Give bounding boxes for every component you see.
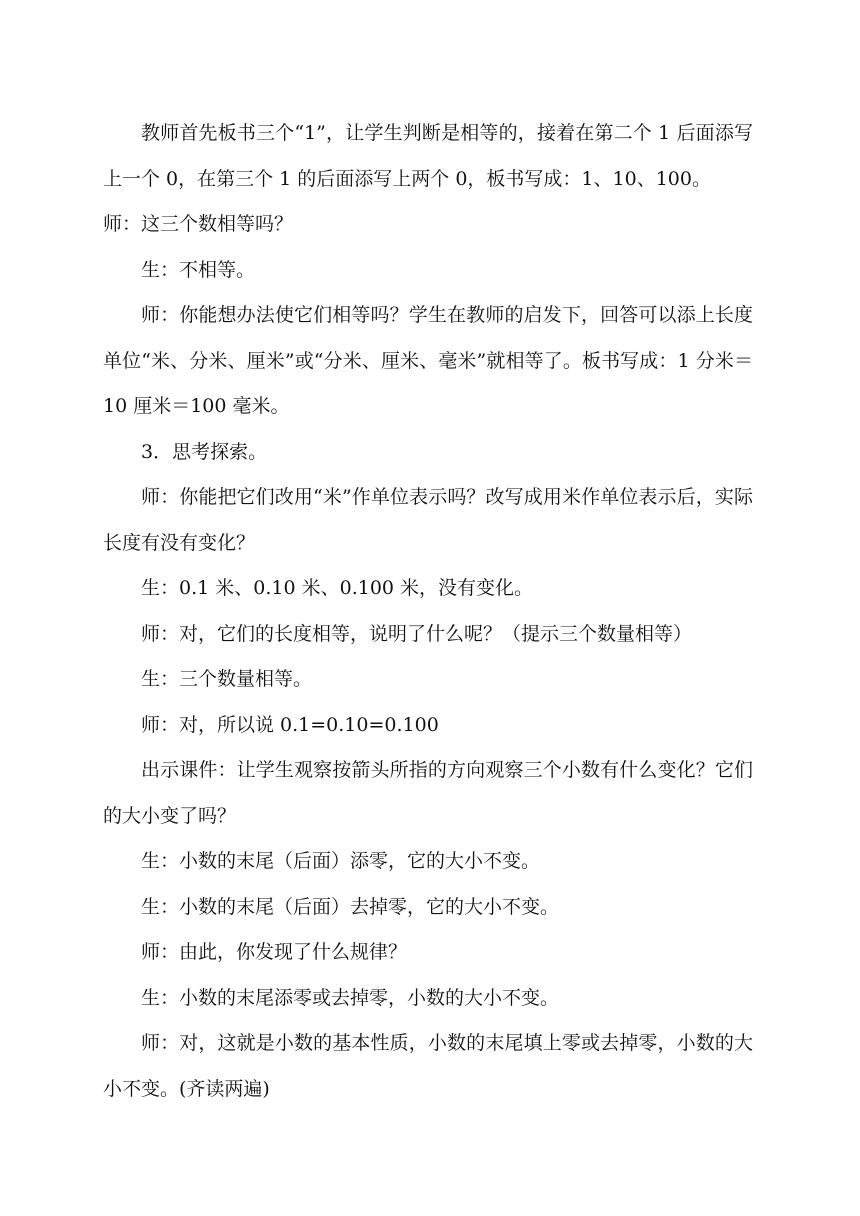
paragraph-intro: 教师首先板书三个“1”，让学生判断是相等的，接着在第二个 1 后面添写上一个 0，在第三个 1 的后面添写上两个 0，板书写成：1、10、100。 — [103, 122, 753, 190]
paragraph-student-equal: 生：三个数量相等。 — [141, 668, 313, 690]
paragraph-student-remove-zero: 生：小数的末尾（后面）去掉零，它的大小不变。 — [141, 895, 560, 918]
paragraph-student-rule: 生：小数的末尾添零或去掉零，小数的大小不变。 — [141, 986, 560, 1009]
paragraph-teacher-question: 师：这三个数相等吗？ — [103, 213, 294, 235]
paragraph-teacher-equal-length: 师：对，它们的长度相等，说明了什么呢？（提示三个数量相等） — [141, 622, 693, 645]
paragraph-section-heading: 3．思考探索。 — [141, 440, 268, 463]
paragraph-student-add-zero: 生：小数的末尾（后面）添零，它的大小不变。 — [141, 850, 541, 872]
paragraph-teacher-meters: 师：你能把它们改用“米”作单位表示吗？改写成用米作单位表示后，实际长度有没有变化？ — [103, 486, 753, 554]
paragraph-student-answer: 生：不相等。 — [141, 258, 256, 281]
paragraph-teacher-units: 师：你能想办法使它们相等吗？学生在教师的启发下，回答可以添上长度单位“米、分米、厘米”或“分米、厘米、毫米”就相等了。板书写成：1 分米＝10 厘米＝100 毫米。 — [103, 304, 753, 417]
paragraph-teacher-equation: 师：对，所以说 0.1=0.10=0.100 — [141, 713, 439, 736]
paragraph-courseware: 出示课件：让学生观察按箭头所指的方向观察三个小数有什么变化？它们的大小变了吗？ — [103, 759, 753, 827]
document-body — [103, 111, 753, 1112]
paragraph-student-meters: 生：0.1 米、0.10 米、0.100 米，没有变化。 — [141, 577, 534, 599]
paragraph-teacher-rule-question: 师：由此，你发现了什么规律？ — [141, 941, 408, 963]
paragraph-teacher-conclusion: 师：对，这就是小数的基本性质，小数的末尾填上零或去掉零，小数的大小不变。(齐读两遍) — [103, 1032, 753, 1100]
